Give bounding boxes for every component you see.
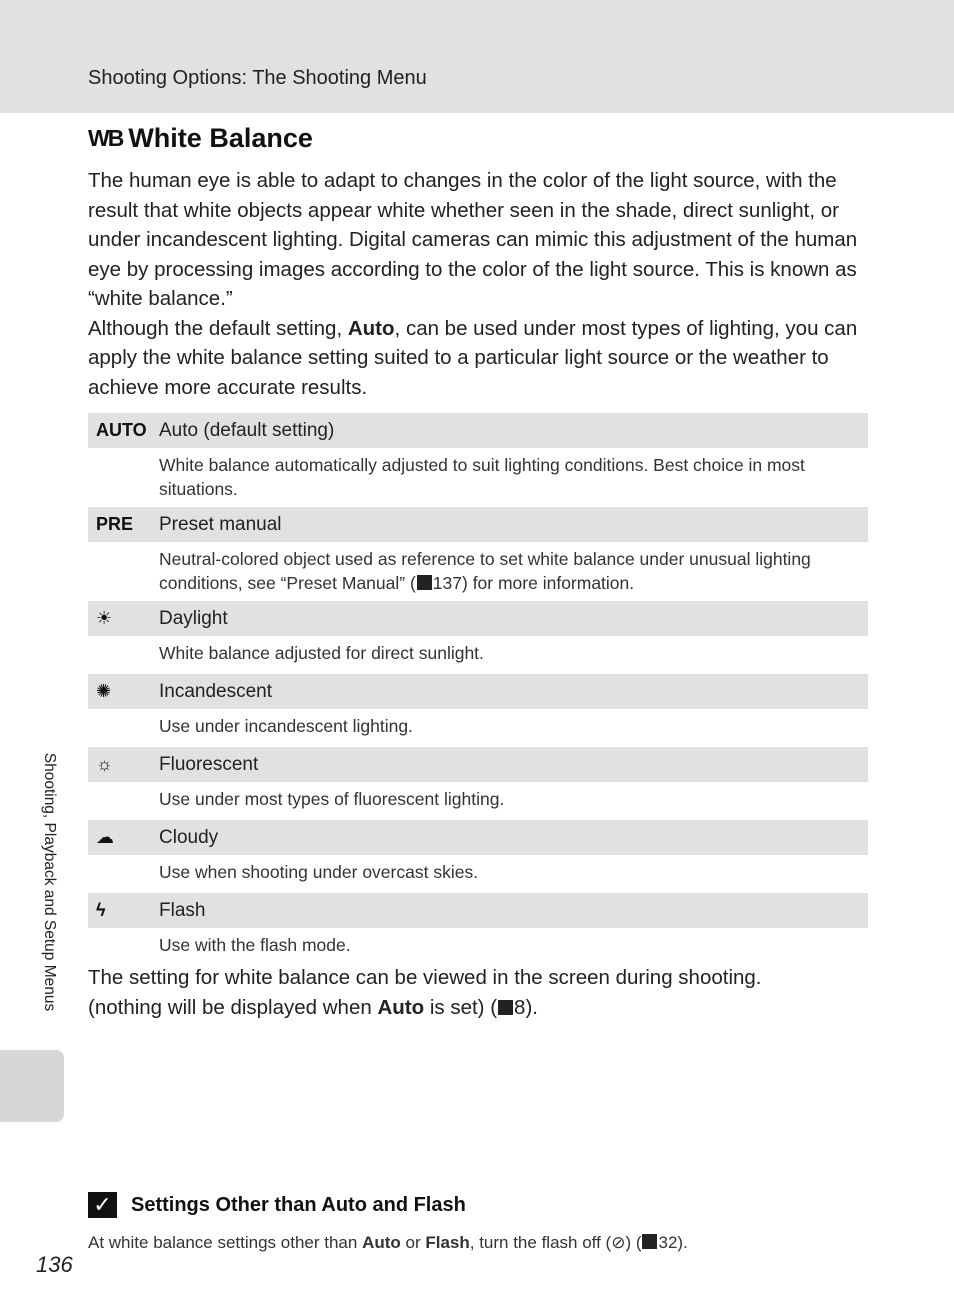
page-title bbox=[88, 123, 313, 154]
page-reference-icon bbox=[498, 1000, 513, 1015]
intro-paragraph-2 bbox=[88, 314, 868, 403]
intro-p2-text: Although the default setting, bbox=[88, 316, 348, 340]
closing-text-c: ). bbox=[525, 995, 538, 1019]
settings-table bbox=[88, 413, 868, 966]
note-text-b: or bbox=[400, 1233, 426, 1252]
note-text-a: At white balance settings other than bbox=[88, 1233, 363, 1252]
setting-name: Fluorescent bbox=[159, 753, 259, 775]
intro-text bbox=[88, 166, 868, 402]
page-reference: 8 bbox=[514, 995, 526, 1019]
page-reference-icon bbox=[642, 1234, 657, 1249]
preset-manual-icon: PRE bbox=[96, 514, 134, 534]
intro-paragraph-1: The human eye is able to adapt to changes in the color of the light source, with the result that white objects appear white whether seen in the shade, direct sunlight, or under incandescent lighting. Digital cameras can mimic this adjustment of the human eye by processing images according to the color of the light source. This is known as “white balance.” bbox=[88, 169, 858, 310]
closing-line-2 bbox=[88, 993, 868, 1023]
setting-row-flash bbox=[88, 893, 868, 928]
flash-off-icon: ⊘ bbox=[611, 1233, 626, 1252]
side-section-label: Shooting, Playback and Setup Menus bbox=[41, 752, 58, 1012]
page-reference: 137 bbox=[432, 573, 462, 593]
setting-description: Use under incandescent lighting. bbox=[159, 716, 413, 736]
setting-description: White balance adjusted for direct sunlight. bbox=[159, 643, 484, 663]
page-title-text: White Balance bbox=[128, 123, 313, 153]
daylight-icon: ☀ bbox=[96, 608, 113, 628]
note-text bbox=[88, 1233, 688, 1253]
note-title: Settings Other than Auto and Flash bbox=[131, 1193, 466, 1216]
intro-p2-text-end: , can be used under most types of lighting, you can apply the white balance setting suited to a particular light source or the weather to achieve more accurate results. bbox=[88, 316, 858, 399]
setting-description: Use under most types of fluorescent lighting. bbox=[159, 789, 505, 809]
fluorescent-icon: ☼ bbox=[96, 754, 113, 774]
note-bold-auto: Auto bbox=[362, 1233, 401, 1252]
header-band bbox=[0, 0, 954, 113]
closing-text-b: is set) ( bbox=[424, 995, 498, 1019]
checkmark-icon: ✓ bbox=[88, 1192, 117, 1218]
setting-name: Flash bbox=[159, 899, 206, 921]
note-text-e: ). bbox=[677, 1233, 688, 1252]
setting-name: Cloudy bbox=[159, 826, 219, 848]
auto-wb-icon: AUTO bbox=[96, 420, 147, 440]
setting-name: Incandescent bbox=[159, 680, 273, 702]
cloudy-icon: ☁ bbox=[96, 827, 114, 847]
setting-row-daylight bbox=[88, 601, 868, 636]
intro-p2-bold: Auto bbox=[347, 316, 395, 340]
setting-name: Daylight bbox=[159, 607, 228, 629]
setting-row-preset-manual bbox=[88, 507, 868, 542]
closing-bold: Auto bbox=[377, 995, 425, 1019]
section-title: Shooting Options: The Shooting Menu bbox=[88, 67, 427, 89]
page-reference-icon bbox=[417, 575, 432, 590]
setting-description: Use when shooting under overcast skies. bbox=[159, 862, 479, 882]
setting-row-cloudy bbox=[88, 820, 868, 855]
note-text-d: ) ( bbox=[625, 1233, 642, 1252]
desc-text: Neutral-colored object used as reference to set white balance under unusual lighting conditions, see “Preset Manual” ( bbox=[159, 549, 811, 593]
incandescent-icon: ✺ bbox=[96, 681, 112, 701]
closing-text bbox=[88, 963, 868, 1022]
setting-row-fluorescent bbox=[88, 747, 868, 782]
flash-icon: ϟ bbox=[96, 900, 106, 920]
page-reference: 32 bbox=[658, 1233, 678, 1252]
closing-line-1: The setting for white balance can be viewed in the screen during shooting. bbox=[88, 966, 762, 989]
setting-name: Preset manual bbox=[159, 513, 282, 535]
white-balance-icon: WB bbox=[88, 125, 123, 151]
setting-row-incandescent bbox=[88, 674, 868, 709]
setting-row-auto bbox=[88, 413, 868, 448]
setting-description: Use with the flash mode. bbox=[159, 935, 351, 955]
page-number: 136 bbox=[36, 1252, 73, 1277]
note-bold-flash: Flash bbox=[425, 1233, 470, 1252]
note-text-c: , turn the flash off ( bbox=[469, 1233, 612, 1252]
note-heading bbox=[88, 1192, 466, 1218]
desc-text-end: ) for more information. bbox=[462, 573, 635, 593]
section-tab bbox=[0, 1050, 64, 1122]
setting-description bbox=[88, 542, 868, 601]
setting-description: White balance automatically adjusted to suit lighting conditions. Best choice in most situations. bbox=[159, 455, 805, 499]
setting-name: Auto (default setting) bbox=[159, 419, 335, 441]
closing-text-a: (nothing will be displayed when bbox=[88, 995, 378, 1019]
